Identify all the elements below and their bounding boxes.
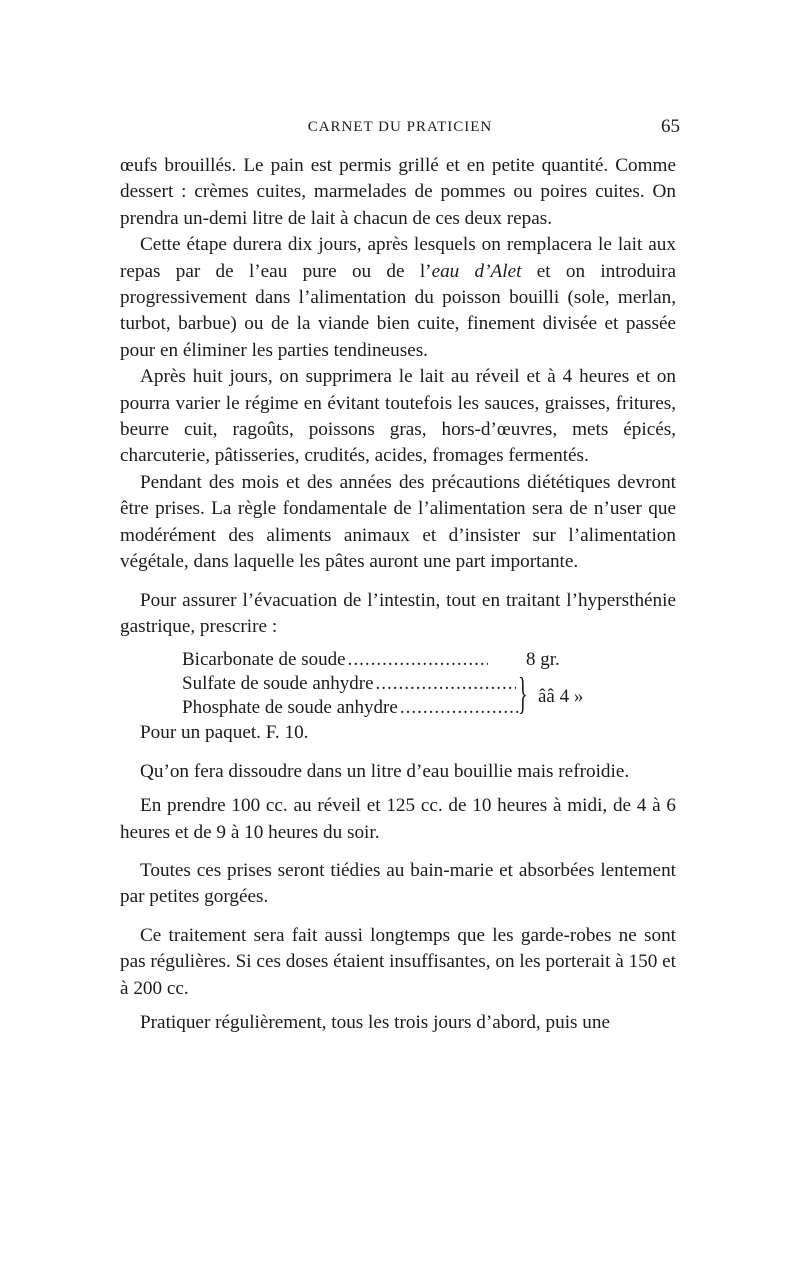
paragraph-duration: Ce traitement sera fait aussi longtemps que les garde-robes ne sont pas régulières. Si ces doses étaient insuffisantes, on les porterait à 150 et à 200 cc. (120, 924, 676, 999)
leader-dots (376, 672, 516, 696)
paragraph-dosage: En prendre 100 cc. au réveil et 125 cc. de 10 heures à midi, de 4 à 6 heures et de 9 à 10 heures du soir. (120, 795, 676, 843)
paragraph-intake: Toutes ces prises seront tiédies au bain-marie et absorbées lentement par petites gorgées. (120, 859, 676, 908)
ingredient-name: Bicarbonate de soude (182, 649, 346, 671)
shared-quantity: ââ 4 » (538, 686, 584, 708)
paragraph-precautions: Pendant des mois et des années des précautions diététiques devront être prises. La règle fondamentale de l’alimentation sera de n’user que modérément des aliments animaux et d’insister sur l’alimentation végétale, dans laquelle les pâtes auront une part importante. (120, 471, 676, 573)
leader-dots (400, 696, 520, 720)
ingredient-name: Phosphate de soude anhydre (182, 697, 398, 719)
body-text (120, 153, 676, 1036)
prescription-line (182, 696, 522, 720)
italic-term: eau d’Alet (431, 260, 522, 282)
leader-dots (348, 648, 488, 672)
grouping-brace: } (518, 669, 528, 719)
running-head (120, 116, 680, 140)
running-title: CARNET DU PRATICIEN (307, 119, 493, 135)
paragraph-text: et on introduira progressivement dans l’alimentation du poisson bouilli (sole, merlan, turbot, barbue) ou de la viande bien cuite, finement divisée et passée pour en éliminer les parties tendineuses. (120, 260, 676, 361)
paragraph-text: Cette étape durera dix jours, après lesquels on remplacera le lait aux repas par de l’eau pure ou de l’ (120, 234, 676, 282)
page-number: 65 (661, 116, 680, 137)
prescription-line (182, 648, 676, 672)
prescription (182, 648, 676, 720)
paragraph-continuation: œufs brouillés. Le pain est permis grillé et en petite quantité. Comme dessert : crèmes cuites, marmelades de pommes ou poires cuites. On prendra un-demi litre de lait à chacun de ces deux repas. (120, 155, 676, 229)
ingredient-quantity: 8 gr. (526, 649, 560, 671)
paragraph-evacuation: Pour assurer l’évacuation de l’intestin, tout en traitant l’hypersthénie gastrique, prescrire : (120, 589, 676, 637)
paragraph-dissolve: Qu’on fera dissoudre dans un litre d’eau bouillie mais refroidie. (140, 760, 630, 782)
ingredient-name: Sulfate de soude anhydre (182, 673, 374, 695)
packet-line: Pour un paquet. F. 10. (140, 722, 309, 744)
prescription-line (182, 672, 522, 696)
paragraph-second-stage (120, 232, 676, 364)
paragraph-third-stage: Après huit jours, on supprimera le lait au réveil et à 4 heures et on pourra varier le régime en évitant toutefois les sauces, graisses, fritures, beurre cuit, ragoûts, poissons gras, hors-d’œuvres, mets épicés, charcuterie, pâtisseries, crudités, acides, fromages fermentés. (120, 366, 676, 467)
paragraph-practice: Pratiquer régulièrement, tous les trois jours d’abord, puis une (140, 1011, 610, 1033)
